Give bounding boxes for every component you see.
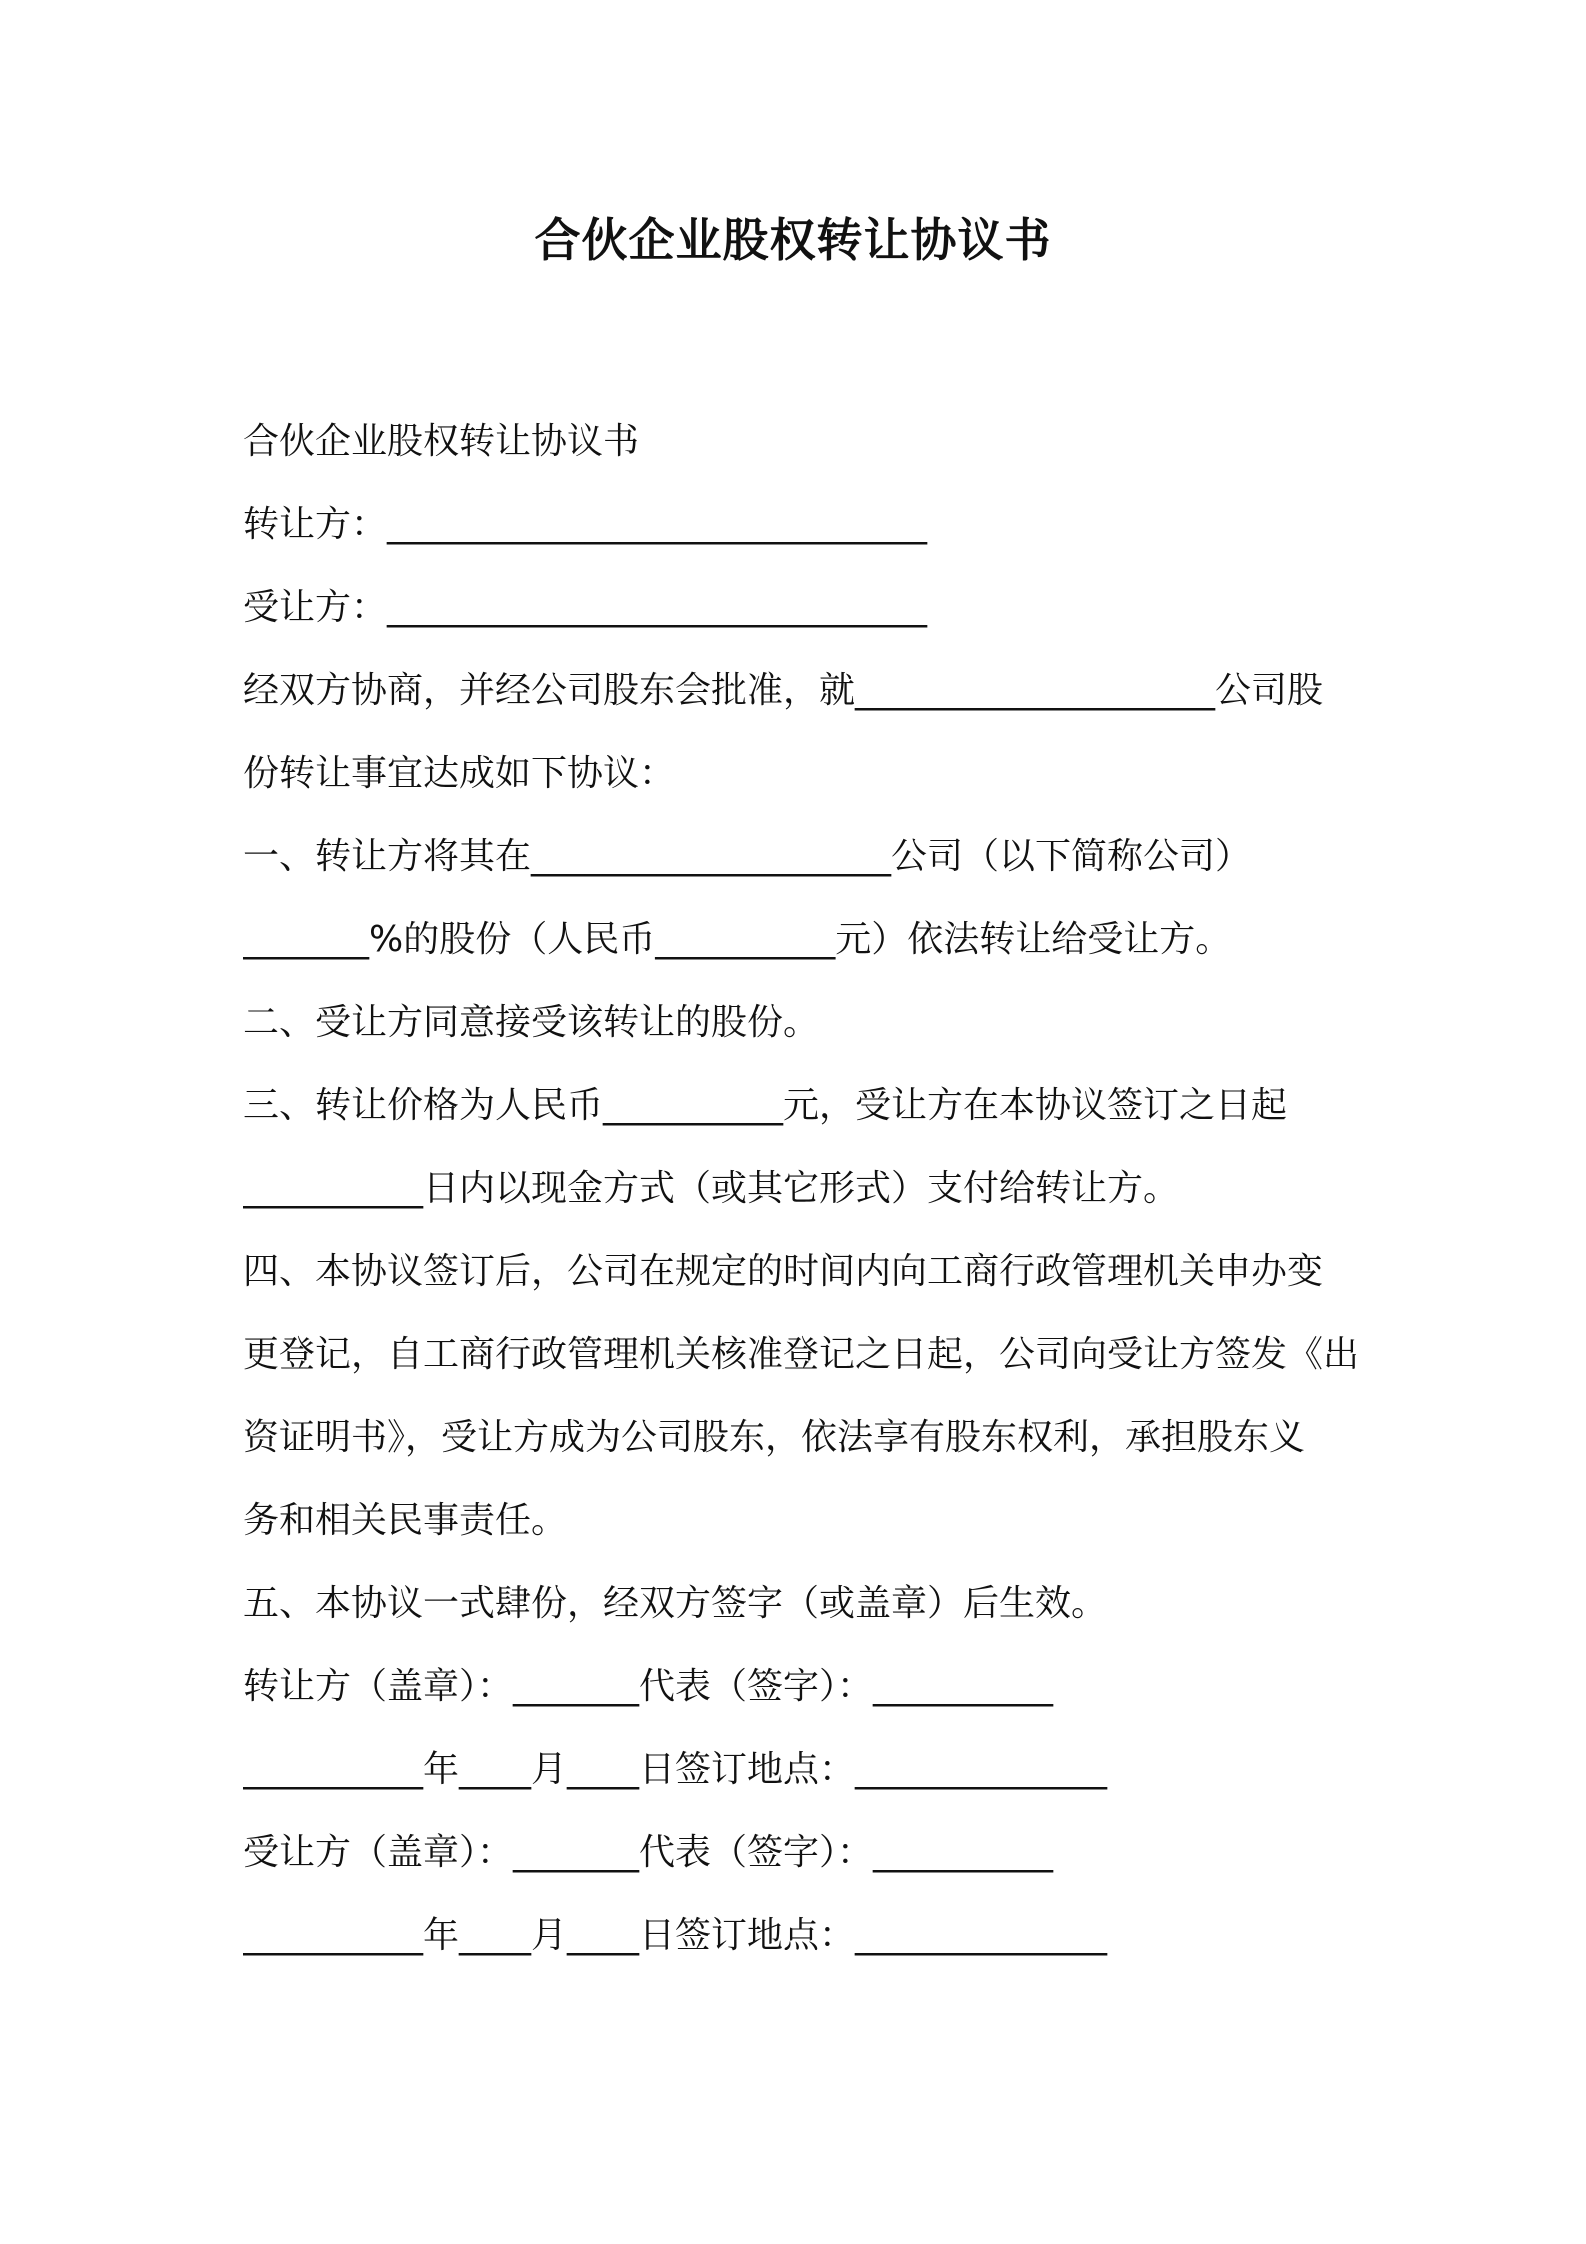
clause-5-line: 五、本协议一式肆份，经双方签字（或盖章）后生效。 bbox=[243, 1583, 1108, 1624]
document-body bbox=[243, 400, 1363, 1977]
clause-2-line: 二、受让方同意接受该转让的股份。 bbox=[243, 1002, 820, 1043]
clause-4-line-3: 资证明书》，受让方成为公司股东，依法享有股东权利，承担股东义 bbox=[243, 1417, 1306, 1458]
clause-4-line-1: 四、本协议签订后，公司在规定的时间内向工商行政管理机关申办变 bbox=[243, 1251, 1324, 1292]
transferor-line: 转让方：______________________________ bbox=[243, 504, 928, 545]
subtitle-line: 合伙企业股权转让协议书 bbox=[243, 421, 640, 462]
clause-1-line-1: 一、转让方将其在____________________公司（以下简称公司） bbox=[243, 836, 1252, 877]
preamble-line-1: 经双方协商，并经公司股东会批准，就____________________公司股 bbox=[243, 670, 1324, 711]
document-title: 合伙企业股权转让协议书 bbox=[534, 213, 1052, 267]
preamble-line-2: 份转让事宜达成如下协议： bbox=[243, 753, 676, 794]
clause-1-line-2: _______%的股份（人民币__________元）依法转让给受让方。 bbox=[243, 919, 1232, 960]
transferee-line: 受让方：______________________________ bbox=[243, 587, 928, 628]
transferee-date-place-line: __________年____月____日签订地点：______________ bbox=[243, 1915, 1108, 1956]
transferor-signature-line: 转让方（盖章）：_______代表（签字）：__________ bbox=[243, 1666, 1054, 1707]
clause-4-line-2: 更登记，自工商行政管理机关核准登记之日起，公司向受让方签发《出 bbox=[243, 1334, 1360, 1375]
transferor-date-place-line: __________年____月____日签订地点：______________ bbox=[243, 1749, 1108, 1790]
clause-3-line-2: __________日内以现金方式（或其它形式）支付给转让方。 bbox=[243, 1168, 1180, 1209]
clause-4-line-4: 务和相关民事责任。 bbox=[243, 1500, 568, 1541]
transferee-signature-line: 受让方（盖章）：_______代表（签字）：__________ bbox=[243, 1832, 1054, 1873]
clause-3-line-1: 三、转让价格为人民币__________元，受让方在本协议签订之日起 bbox=[243, 1085, 1288, 1126]
